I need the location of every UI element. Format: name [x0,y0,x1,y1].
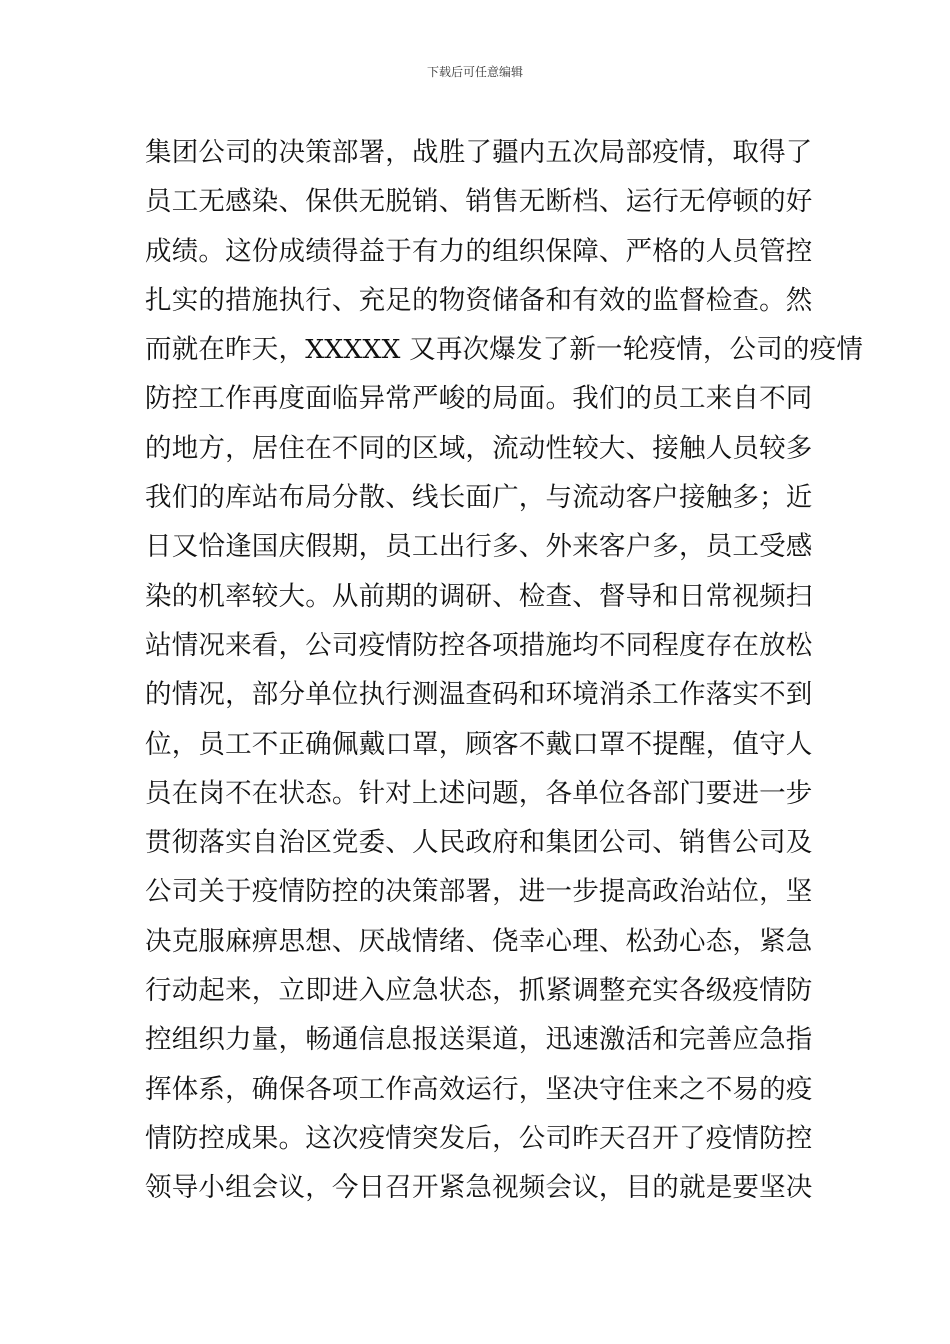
text-line: 我们的库站布局分散、线长面广，与流动客户接触多；近 [145,482,813,514]
text-line: 挥体系，确保各项工作高效运行，坚决守住来之不易的疫 [145,1073,813,1105]
text-line: 站情况来看，公司疫情防控各项措施均不同程度存在放松 [145,629,813,661]
text-line: 控组织力量，畅通信息报送渠道，迅速激活和完善应急指 [145,1024,813,1056]
text-line: 扎实的措施执行、充足的物资储备和有效的监督检查。然 [145,284,813,316]
text-line: 日又恰逢国庆假期，员工出行多、外来客户多，员工受感 [145,531,813,563]
page-header: 下载后可任意编辑 [426,65,523,79]
text-line: 员在岗不在状态。针对上述问题，各单位各部门要进一步 [145,777,813,809]
text-line: 贯彻落实自治区党委、人民政府和集团公司、销售公司及 [145,827,813,859]
text-line: 行动起来，立即进入应急状态，抓紧调整充实各级疫情防 [145,975,813,1007]
text-line: 集团公司的决策部署，战胜了疆内五次局部疫情，取得了 [145,137,813,168]
text-line: 情防控成果。这次疫情突发后，公司昨天召开了疫情防控 [145,1122,813,1154]
text-line: 领导小组会议，今日召开紧急视频会议，目的就是要坚决 [145,1172,813,1204]
text-line: 员工无感染、保供无脱销、销售无断档、运行无停顿的好 [145,186,813,218]
text-line: 染的机率较大。从前期的调研、检查、督导和日常视频扫 [145,580,813,612]
text-line: 位，员工不正确佩戴口罩，顾客不戴口罩不提醒，值守人 [145,728,813,760]
text-line: 防控工作再度面临异常严峻的局面。我们的员工来自不同 [145,383,813,415]
text-line: 成绩。这份成绩得益于有力的组织保障、严格的人员管控 [145,235,813,267]
text-line: 的情况，部分单位执行测温查码和环境消杀工作落实不到 [145,679,813,711]
text-line: 决克服麻痹思想、厌战情绪、侥幸心理、松劲心态，紧急 [145,925,813,957]
text-line: 的地方，居住在不同的区域，流动性较大、接触人员较多 [145,432,813,464]
text-line: 公司关于疫情防控的决策部署，进一步提高政治站位，坚 [145,876,813,908]
text-line: 而就在昨天，XXXXX 又再次爆发了新一轮疫情，公司的疫情 [145,334,864,366]
body-paragraph [145,128,864,1213]
